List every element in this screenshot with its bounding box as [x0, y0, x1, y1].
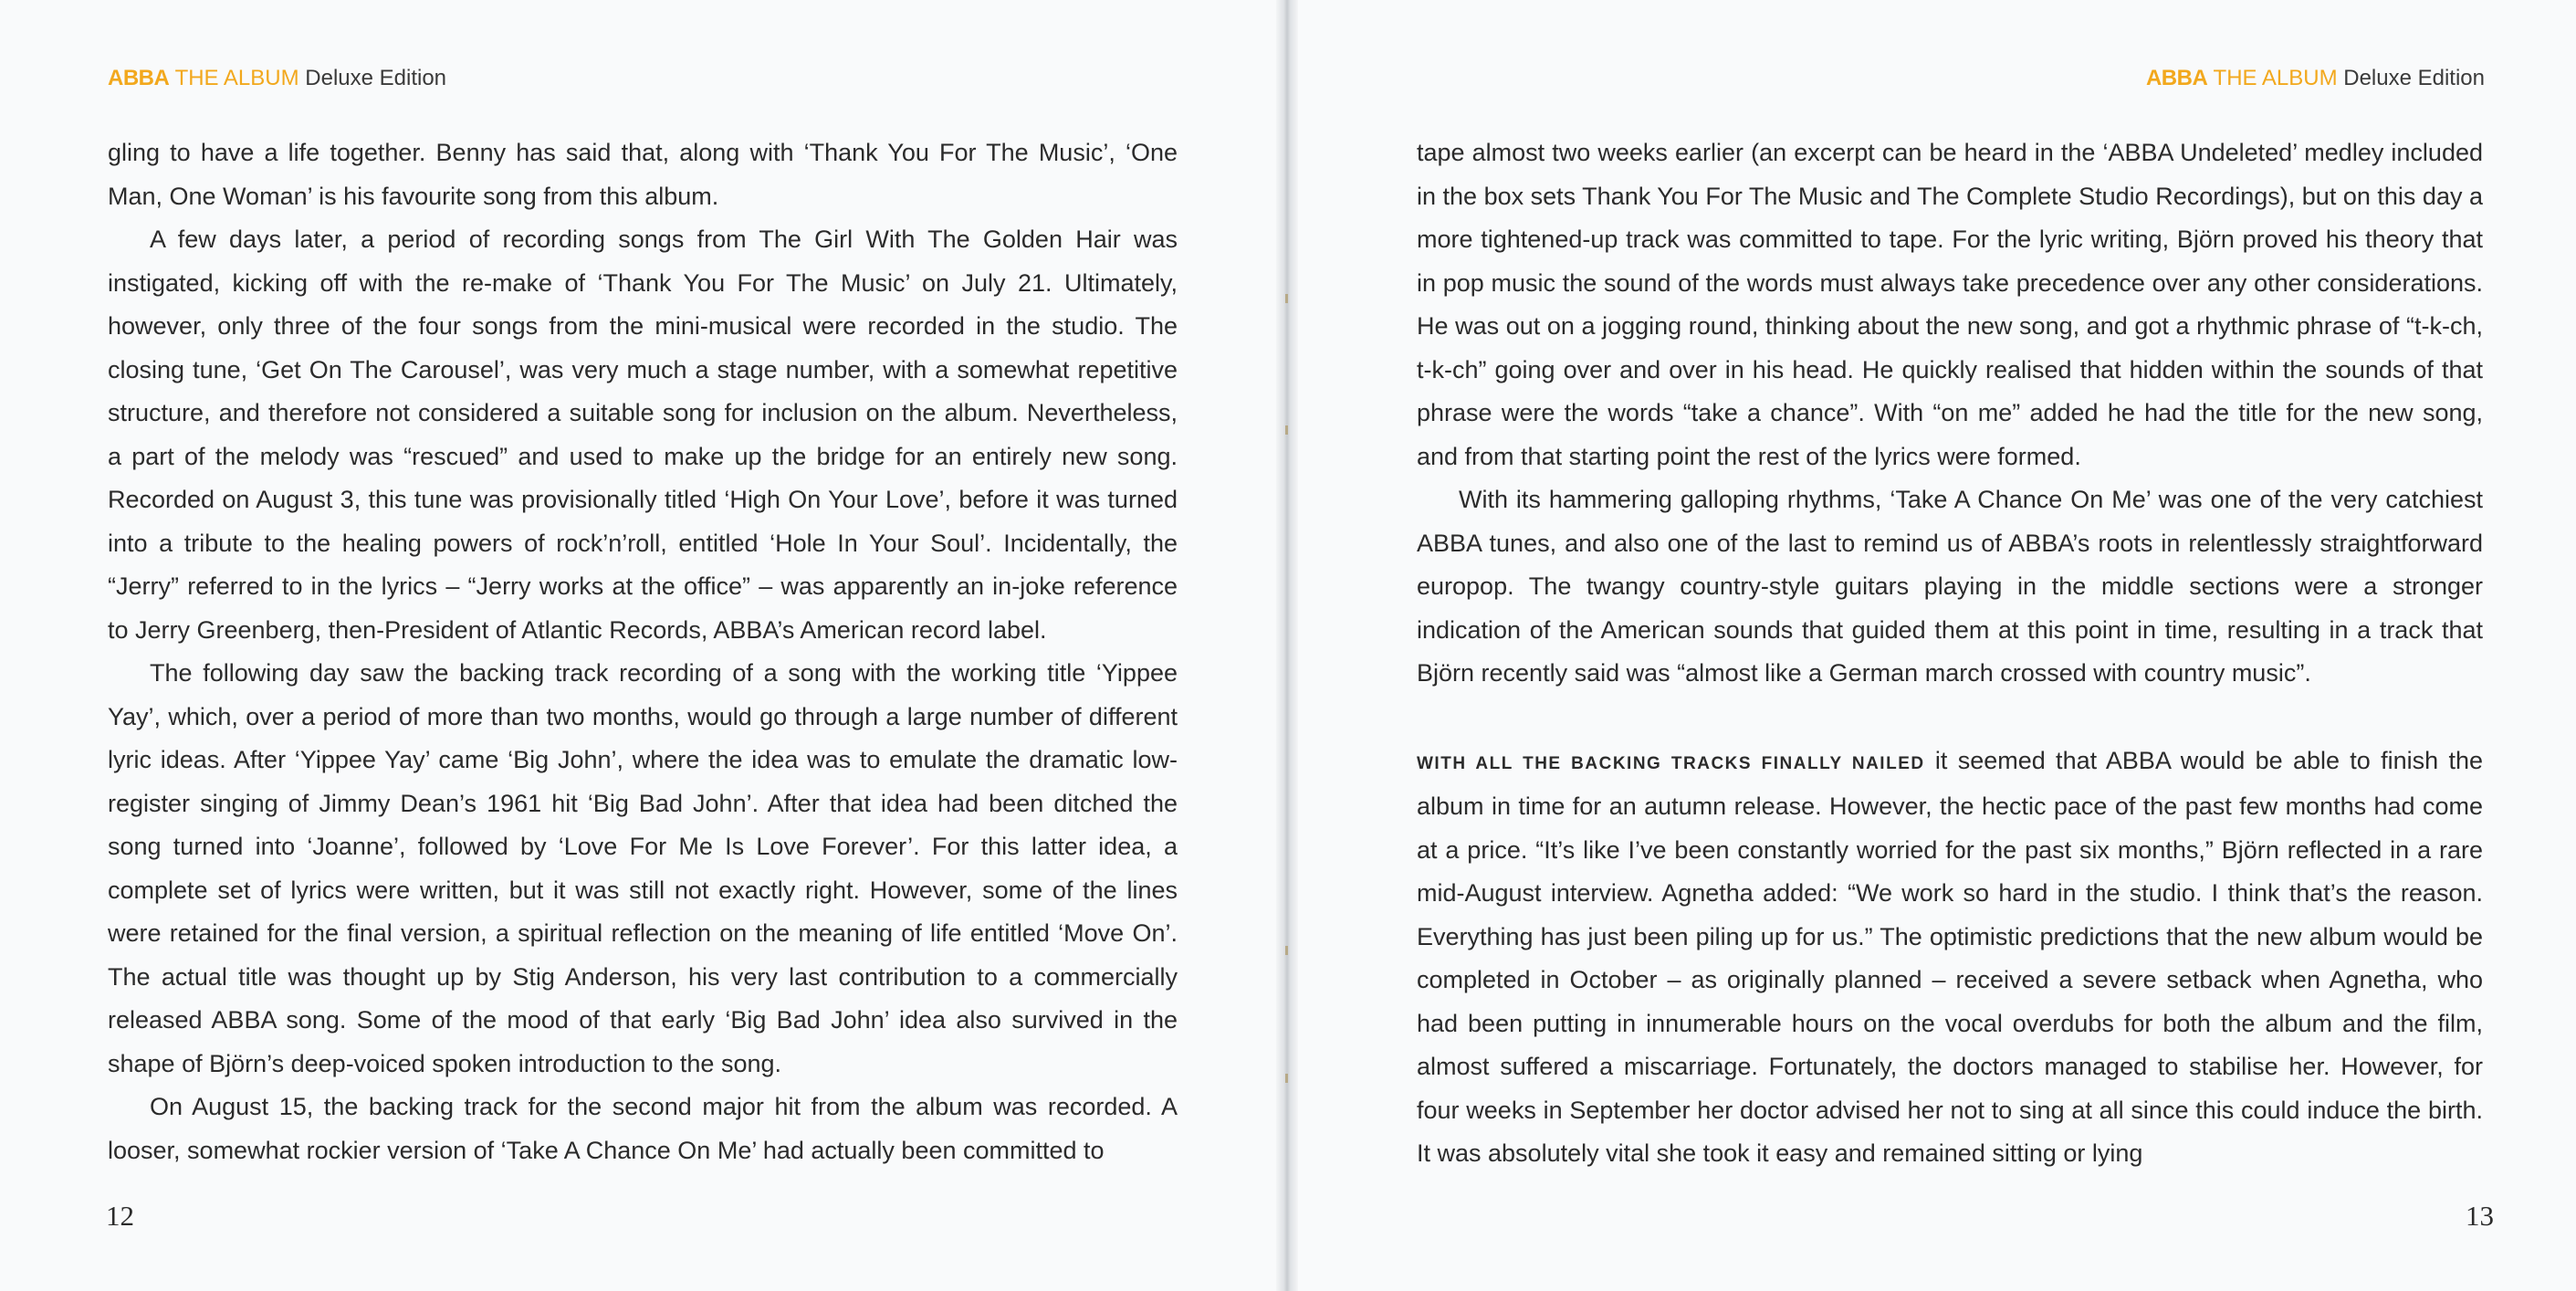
edition-label: Deluxe Edition — [2343, 66, 2485, 90]
abba-logo: ABBA — [108, 66, 170, 90]
album-title: THE ALBUM — [2213, 66, 2338, 90]
right-page — [1293, 0, 2576, 1291]
staple-mark — [1285, 946, 1288, 955]
right-page-number: 13 — [2466, 1200, 2494, 1232]
left-running-header — [108, 66, 446, 91]
left-body-text — [108, 131, 1178, 1172]
album-title: THE ALBUM — [174, 66, 299, 90]
staple-mark — [1285, 425, 1288, 435]
left-page — [0, 0, 1287, 1291]
paragraph: On August 15, the backing track for the second major hit from the album was recorded. A looser, somewhat rockier version of ‘Take A Chance On Me’ had actually been committed to — [108, 1093, 1178, 1164]
paragraph: tape almost two weeks earlier (an excerpt can be heard in the ‘ABBA Undeleted’ medley included in the box sets Thank You For The Music and The Complete Studio Recordings), but on this day a more tightened-up track was committed to tape. For the lyric writing, Björn proved his theory that in pop music the sound of the words must always take precedence over any other considerations. He was out on a jogging round, thinking about the new song, and got a rhythmic phrase of “t-k-ch, t-k-ch” going over and over in his head. He quickly realised that hidden within the sounds of that phrase were the words “take a chance”. With “on me” added he had the title for the new song, and from that starting point the rest of the lyrics were formed. — [1417, 139, 2483, 470]
staple-mark — [1285, 1074, 1288, 1083]
paragraph: A few days later, a period of recording songs from The Girl With The Golden Hair was instigated, kicking off with the re-make of ‘Thank You For The Music’ on July 21. Ultimately, however, only three of the four songs from the mini-musical were recorded in the studio. The closing tune, ‘Get On The Carousel’, was very much a stage number, with a somewhat repetitive structure, and therefore not considered a suitable song for inclusion on the album. Nevertheless, a part of the melody was “rescued” and used to make up the bridge for an entirely new song. Recorded on August 3, this tune was provisionally titled ‘High On Your Love’, before it was turned into a tribute to the healing powers of rock’n’roll, entitled ‘Hole In Your Soul’. Incidentally, the “Jerry” referred to in the lyrics – “Jerry works at the office” – was apparently an in-joke reference to Jerry Greenberg, then-President of Atlantic Records, ABBA’s American record label. — [108, 226, 1178, 644]
book-gutter — [1276, 0, 1298, 1291]
abba-logo: ABBA — [2145, 66, 2208, 90]
paragraph: The following day saw the backing track recording of a song with the working title ‘Yippee Yay’, which, over a period of more than two months, would go through a large number of different lyric ideas. After ‘Yippee Yay’ came ‘Big John’, where the idea was to emulate the dramatic low-register singing of Jimmy Dean’s 1961 hit ‘Big Bad John’. After that idea had been ditched the song turned into ‘Joanne’, followed by ‘Love For Me Is Love Forever’. For this latter idea, a complete set of lyrics were written, but it was still not exactly right. However, some of the lines were retained for the final version, a spiritual reflection on the meaning of life entitled ‘Move On’. The actual title was thought up by Stig Anderson, his very last contribution to a commercially released ABBA song. Some of the mood of that early ‘Big Bad John’ idea also survived in the shape of Björn’s deep-voiced spoken introduction to the song. — [108, 659, 1178, 1077]
right-running-header — [2146, 66, 2485, 91]
section-paragraph — [1417, 740, 2483, 1176]
paragraph: gling to have a life together. Benny has said that, along with ‘Thank You For The Music’, ‘One Man, One Woman’ is his favourite song from this album. — [108, 139, 1178, 210]
edition-label: Deluxe Edition — [305, 66, 447, 90]
section-lead-caps: WITH ALL THE BACKING TRACKS FINALLY NAILED — [1417, 753, 1925, 773]
staple-mark — [1285, 294, 1288, 303]
section-text: it seemed that ABBA would be able to finish the album in time for an autumn release. However, the hectic pace of the past few months had come at a price. “It’s like I’ve been constantly worried for the past six months,” Björn reflected in a rare mid-August interview. Agnetha added: “We work so hard in the studio. I think that’s the reason. Everything has just been piling up for us.” The optimistic predictions that the new album would be completed in October – as originally planned – received a severe setback when Agnetha, who had been putting in innumerable hours on the vocal overdubs for both the album and the film, almost suffered a miscarriage. Fortunately, the doctors managed to stabilise her. However, for four weeks in September her doctor advised her not to sing at all since this could induce the birth. It was absolutely vital she took it easy and remained sitting or lying — [1417, 746, 2483, 1167]
right-body-text — [1417, 131, 2483, 1176]
left-page-number: 12 — [106, 1200, 134, 1232]
paragraph: With its hammering galloping rhythms, ‘Take A Chance On Me’ was one of the very catchiest ABBA tunes, and also one of the last to remind us of ABBA’s roots in relentlessly straightforward europop. The twangy country-style guitars playing in the middle sections were a stronger indication of the American sounds that guided them at this point in time, resulting in a track that Björn recently said was “almost like a German march crossed with country music”. — [1417, 486, 2483, 687]
